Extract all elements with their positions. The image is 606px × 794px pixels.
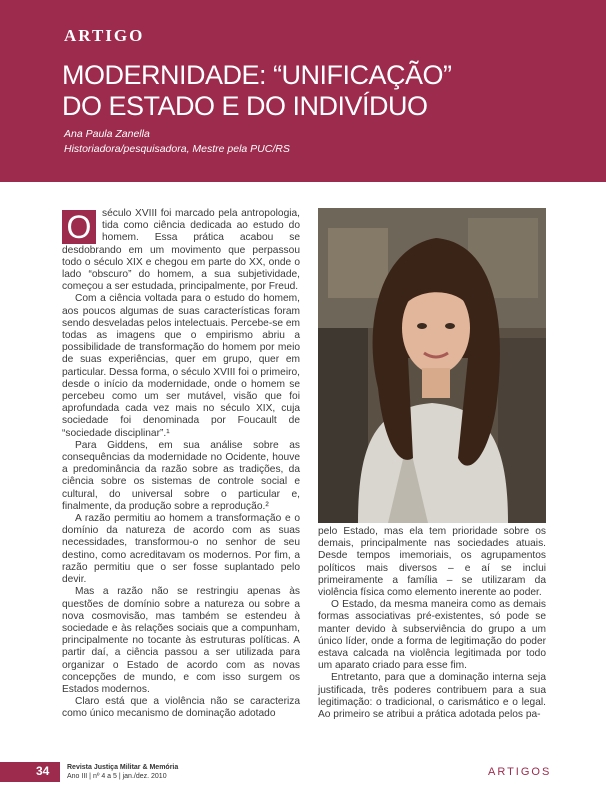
paragraph: Para Giddens, em sua análise sobre as consequências da modernidade no Ocidente, houve a predominância da razão sobre as tradições, da ciência sobre os sistemas de controle social e cultural, do universal sobre o particular e, finalmente, da produção sobre a reprodução.² xyxy=(62,439,300,512)
paragraph: pelo Estado, mas ela tem prioridade sobre os demais, principalmente nas sociedades atuais. Desde tempos imemoriais, os agrupamentos políticos mais diversos – e aí se inclui primeiramente a família – se utilizaram da violência física como elemento inerente ao poder. xyxy=(318,526,546,599)
title-line-1: MODERNIDADE: “UNIFICAÇÃO” xyxy=(62,60,452,90)
paragraph: Entretanto, para que a dominação interna seja justificada, três poderes contribuem para a sua legitimação: o tradicional, o carismático e o legal. Ao primeiro se atribui a prática adotada pelos pa- xyxy=(318,672,546,721)
author-photo xyxy=(318,208,546,523)
title-line-2: DO ESTADO E DO INDIVÍDUO xyxy=(62,91,428,121)
author-name: Ana Paula Zanella xyxy=(64,128,150,140)
paragraph: Claro está que a violência não se caracteriza como único mecanismo de dominação adotado xyxy=(62,696,300,720)
article-column-2 xyxy=(318,526,546,721)
paragraph: Com a ciência voltada para o estudo do homem, aos poucos algumas de suas características foram sendo desveladas pelos intelectuais. Percebe-se em todas as imagens que o empirismo abriu a possibilidade de transformação do homem por meio de suas experiências, quer em grupo, quer em particular. Dessa forma, o século XVIII foi o primeiro, desde o início da modernidade, onde o homem se percebeu como um ser mutável, visão que foi aprofundada cada vez mais no século XIX, cuja sociedade foi denominada por Foucault de “sociedade disciplinar”.¹ xyxy=(62,293,300,439)
page-number: 34 xyxy=(36,764,50,778)
journal-issue: Ano III | nº 4 a 5 | jan./dez. 2010 xyxy=(67,773,167,780)
paragraph: Mas a razão não se restringiu apenas às questões de domínio sobre a natureza ou sobre a nova cosmovisão, mas também se estendeu à sociedade e às relações sociais que a compunham, principalmente no tocante às estruturas políticas. A partir daí, a ciência passou a ser utilizada para organizar o Estado de acordo com as novas concepções de mundo, e com isso surgem os Estados modernos. xyxy=(62,586,300,695)
article-column-1 xyxy=(62,208,300,721)
section-label: ARTIGO xyxy=(64,26,145,45)
paragraph: A razão permitiu ao homem a transformação e o domínio da natureza de acordo com as suas necessidades, transformou-o no senhor de seu destino, como acreditavam os modernos. Por fim, a razão permitiu que o ser fosse suplantado pelo devir. xyxy=(62,513,300,586)
footer-accent-bar xyxy=(0,762,60,782)
header-banner xyxy=(0,0,606,182)
author-affiliation: Historiadora/pesquisadora, Mestre pela PUC/RS xyxy=(64,143,290,155)
footer-section-label: ARTIGOS xyxy=(488,766,552,778)
paragraph: O Estado, da mesma maneira como as demais formas associativas pré-existentes, só pode se manter devido à subserviência do grupo a um único líder, onde a forma de legitimação do poder estava calcada na violência legitimada por todo um aparato criado para esse fim. xyxy=(318,599,546,672)
paragraph: O século XVIII foi marcado pela antropologia, tida como ciência dedicada ao estudo do homem. Essa prática acabou se desdobrando em um movimento que perpassou todo o século XIX e chegou em parte do XX, onde o lado “obscuro” do homem, a sua subjetividade, começou a ser estudada, principalmente, por Freud. xyxy=(62,208,300,293)
article-title xyxy=(62,60,582,122)
journal-name: Revista Justiça Militar & Memória xyxy=(67,764,179,771)
drop-cap: O xyxy=(62,210,96,244)
